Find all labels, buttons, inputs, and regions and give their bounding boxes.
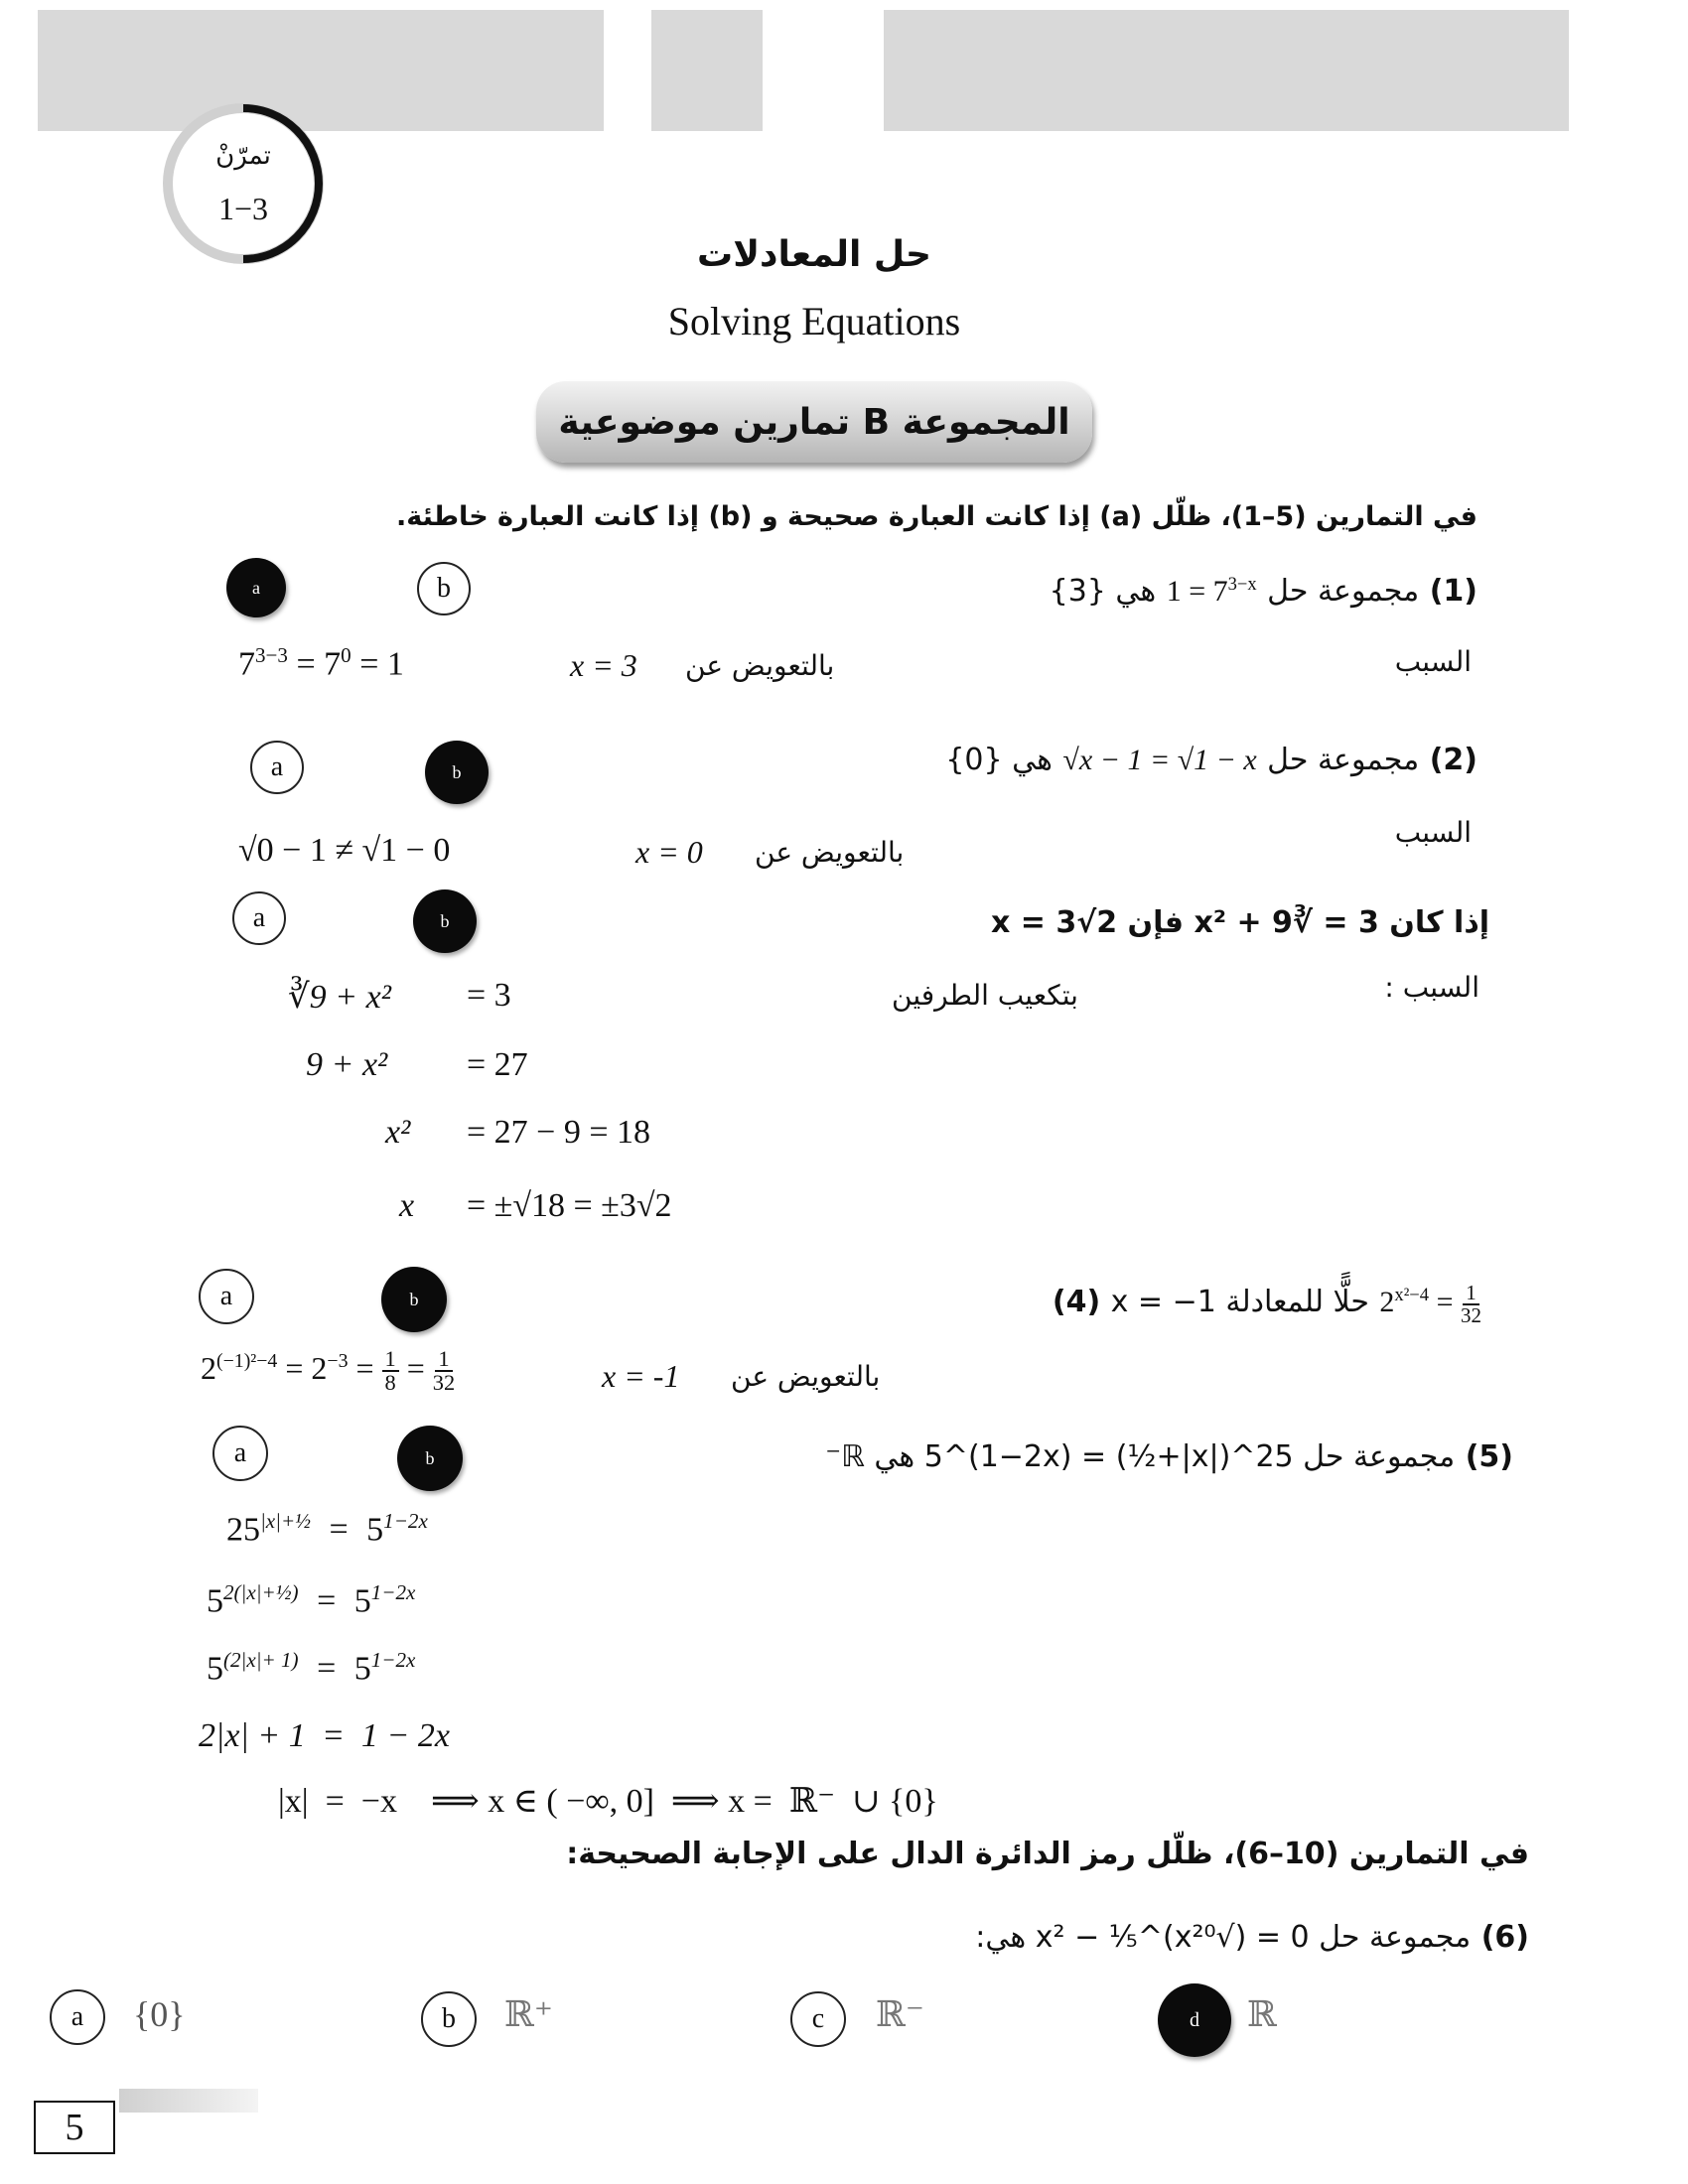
page-title-arabic: حل المعادلات — [697, 234, 931, 275]
q1-reason-label: السبب — [1394, 645, 1472, 678]
q5-option-a[interactable]: a — [212, 1426, 268, 1481]
q4-number: (4) — [1052, 1284, 1101, 1319]
q1-sub-value: x = 3 — [570, 647, 637, 683]
q4-text: x = −1 حلًّا للمعادلة — [1110, 1284, 1369, 1319]
q3-step2-lhs: 9 + x² — [306, 1046, 388, 1083]
q2-substitution-label: بالتعويض عن — [755, 836, 905, 869]
q3-step4-lhs: x — [399, 1187, 415, 1224]
q6-option-c[interactable]: c — [790, 1991, 846, 2047]
q1-work: $7^{3-3} = 7^0 = 1$ — [238, 643, 404, 683]
q3-step2-rhs: = 27 — [467, 1046, 528, 1083]
q1-prefix: مجموعة حل — [1267, 574, 1420, 609]
q2-option-b[interactable]: b — [425, 741, 489, 804]
q3-statement — [991, 905, 1489, 940]
q2-number: (2) — [1429, 743, 1477, 777]
q5-text: مجموعة حل 25^(|x|+½) = 5^(1−2x) هي ℝ⁻ — [825, 1439, 1456, 1474]
section-banner — [536, 381, 1092, 463]
q4-sub-value: x = -1 — [602, 1358, 680, 1394]
q6-text: مجموعة حل 0 = (√x²⁰)^⅕ − x² هي: — [975, 1920, 1472, 1955]
q5-step4: 2|x| + 1 = 1 − 2x — [199, 1717, 450, 1754]
q2-reason-label: السبب — [1394, 816, 1472, 849]
q3-step3-lhs: x² — [385, 1114, 411, 1151]
q2-prefix: مجموعة حل — [1267, 743, 1420, 777]
q3-text: إذا كان 3 = ∛9 + x² فإن x = 3√2 — [990, 905, 1489, 940]
q1-option-a[interactable]: a — [226, 558, 286, 617]
q6-option-b[interactable]: b — [421, 1991, 477, 2047]
q4-work: $2^{(-1)^2-4} = 2^{-3}$ = $\frac{1}{8}$ = $\frac{1}{32}$ — [201, 1346, 456, 1396]
section-banner-label: المجموعة B تمارين موضوعية — [558, 401, 1070, 443]
q2-option-a[interactable]: a — [250, 741, 304, 794]
q3-option-a[interactable]: a — [232, 891, 286, 945]
q3-cubing-label: بتكعيب الطرفين — [892, 979, 1078, 1012]
instruction-multiple-choice: في التمارين (10–6)، ظلّل رمز الدائرة الدال على الإجابة الصحيحة: — [566, 1837, 1529, 1871]
q2-suffix: هي {0} — [945, 743, 1053, 777]
q3-step1-rhs: = 3 — [467, 977, 511, 1014]
badge-word: تمرّنْ — [215, 141, 271, 171]
q5-step2: $5^{2(|x|+\frac{1}{2})} = 5^{1-2x}$ — [207, 1580, 416, 1620]
q5-option-b[interactable]: b — [397, 1426, 463, 1491]
q6-option-d-value: ℝ — [1247, 1994, 1277, 2034]
badge-ring-icon — [159, 99, 328, 268]
q6-option-a-value: {0} — [133, 1994, 186, 2034]
q5-number: (5) — [1465, 1439, 1513, 1474]
q1-number: (1) — [1429, 574, 1477, 609]
header-bar-middle — [651, 10, 763, 131]
q1-suffix: هي {3} — [1049, 574, 1157, 609]
q6-number: (6) — [1480, 1920, 1529, 1955]
q3-step4-rhs: = ±√18 = ±3√2 — [467, 1187, 672, 1224]
q3-step3-rhs: = 27 − 9 = 18 — [467, 1114, 651, 1151]
q1-substitution-label: بالتعويض عن — [685, 649, 835, 682]
badge-number: 1−3 — [217, 191, 269, 226]
page-number: 5 — [34, 2101, 115, 2154]
page-title-english: Solving Equations — [667, 299, 961, 343]
q4-statement — [1053, 1283, 1481, 1326]
q2-equation: √x − 1 = √1 − x — [1062, 744, 1257, 776]
q2-statement — [945, 743, 1477, 777]
q2-work: √0 − 1 ≠ √1 − 0 — [238, 832, 451, 869]
exercise-badge — [159, 99, 328, 268]
q2-sub-value: x = 0 — [635, 834, 703, 870]
q3-option-b[interactable]: b — [413, 889, 477, 953]
q6-option-b-value: ℝ⁺ — [504, 1994, 553, 2034]
q4-option-b[interactable]: b — [381, 1267, 447, 1332]
q5-final: |x| = −x ⟹ x ∈ ( −∞, 0] ⟹ x = ℝ⁻ ∪ {0} — [278, 1783, 938, 1820]
q1-equation: $1 = 7^{3-x}$ — [1166, 574, 1257, 608]
q4-equation: $2^{x^2-4}$ = $\frac{1}{32}$ — [1379, 1281, 1481, 1327]
q4-option-a[interactable]: a — [199, 1269, 254, 1324]
q6-option-c-value: ℝ⁻ — [876, 1994, 924, 2034]
footer-shade — [119, 2089, 258, 2113]
q1-statement — [1050, 574, 1477, 609]
header-bar-right — [884, 10, 1569, 131]
q6-option-d[interactable]: d — [1158, 1983, 1231, 2057]
q5-step3: $5^{(2|x|+ 1)} = 5^{1-2x}$ — [207, 1648, 416, 1688]
q4-substitution-label: بالتعويض عن — [731, 1360, 881, 1393]
q5-step1: $25^{|x|+\frac{1}{2}} = 5^{1-2x}$ — [226, 1509, 428, 1549]
instruction-true-false: في التمارين (5–1)، ظلّل (a) إذا كانت العبارة صحيحة و (b) إذا كانت العبارة خاطئة. — [395, 501, 1477, 532]
q1-option-b[interactable]: b — [417, 562, 471, 615]
q3-reason-label: السبب : — [1384, 971, 1479, 1004]
q6-option-a[interactable]: a — [50, 1989, 105, 2045]
q6-statement — [975, 1920, 1529, 1955]
q5-statement — [825, 1439, 1513, 1474]
q3-step1-lhs: ∛9 + x² — [288, 979, 391, 1016]
